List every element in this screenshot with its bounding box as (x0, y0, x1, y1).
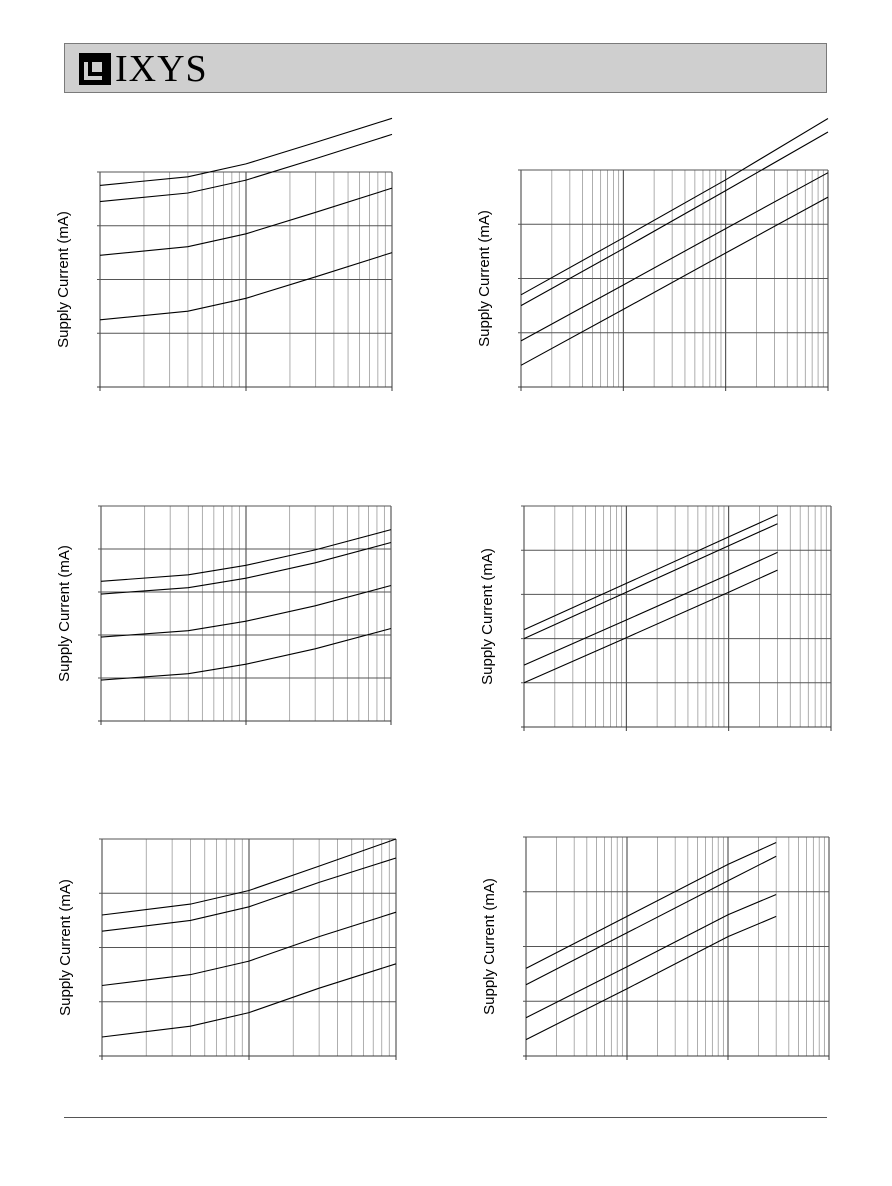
series-line-2 (526, 856, 776, 985)
series-line-1 (526, 843, 776, 969)
chart-3 (56, 506, 391, 725)
chart-6 (481, 837, 829, 1060)
series-line-4 (526, 916, 776, 1039)
footer-rule (64, 1117, 827, 1118)
y-axis-label: Supply Current (mA) (57, 879, 74, 1016)
series-line-1 (521, 119, 828, 295)
series-line-3 (526, 895, 776, 1018)
y-axis-label: Supply Current (mA) (481, 878, 498, 1015)
series-line-4 (521, 197, 828, 365)
chart-5 (57, 839, 396, 1060)
y-axis-label: Supply Current (mA) (476, 210, 493, 347)
y-axis-label: Supply Current (mA) (56, 545, 73, 682)
series-line-4 (524, 570, 778, 683)
series-line-1 (524, 515, 778, 630)
chart-2 (476, 119, 828, 392)
chart-4 (479, 506, 831, 731)
series-line-2 (524, 524, 778, 639)
chart-1 (55, 118, 392, 391)
series-line-3 (524, 552, 778, 665)
series-line-2 (521, 132, 828, 306)
logo-text: IXYS (115, 48, 208, 90)
y-axis-label: Supply Current (mA) (479, 548, 496, 685)
series-line-3 (521, 173, 828, 341)
y-axis-label: Supply Current (mA) (55, 211, 72, 348)
